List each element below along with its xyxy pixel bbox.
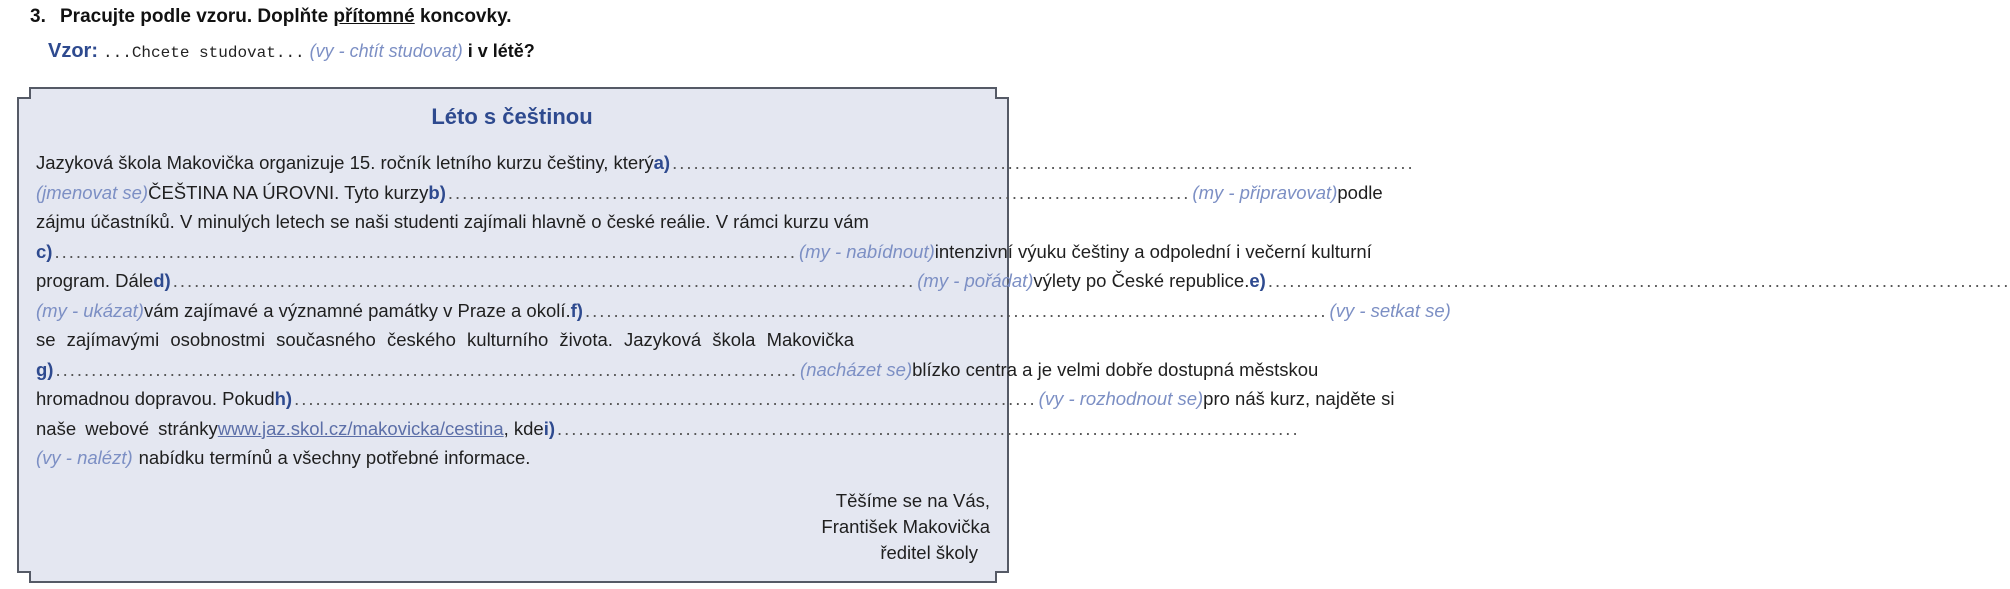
example-label: Vzor: [48, 40, 98, 62]
text-segment: se zajímavými osobnostmi současného českého kulturního života. Jazyková škola Makovička [36, 329, 854, 350]
gap-label-d: d) [153, 270, 171, 291]
gap-label-a: a) [653, 152, 671, 173]
gap-hint-e: (my - ukázat) [36, 299, 144, 321]
signature-name: František Makovička [821, 516, 990, 537]
text-segment: naše webové stránky [36, 417, 218, 439]
gap-label-c: c) [36, 240, 53, 262]
example-tail: i v létě? [467, 41, 535, 61]
gap-hint-b: (my - připravovat) [1192, 181, 1338, 203]
card-title: Léto s češtinou [431, 104, 593, 129]
text-segment: ČEŠTINA NA ÚROVNI. Tyto kurzy [148, 181, 429, 203]
gap-hint-a: (jmenovat se) [36, 181, 149, 203]
text-line [36, 384, 1395, 414]
example-hint: (vy - chtít studovat) [309, 41, 463, 61]
text-segment: vám zajímavé a významné památky v Praze a okolí. [143, 299, 571, 321]
gap-d[interactable]: ........................................................................................................ [172, 270, 916, 291]
gap-a[interactable]: ........................................................................................................ [672, 152, 1415, 173]
gap-label-f: f) [570, 299, 583, 321]
gap-label-h: h) [274, 388, 293, 409]
gap-hint-d: (my - pořádat) [917, 270, 1034, 291]
gap-label-i: i) [543, 417, 556, 439]
text-line [36, 443, 992, 473]
example-line [48, 40, 535, 63]
gap-hint-f: (vy - setkat se) [1329, 299, 1451, 321]
website-link[interactable]: www.jaz.skol.cz/makovicka/cestina [217, 417, 504, 439]
exercise-number: 3. [30, 6, 46, 27]
text-line [36, 266, 2010, 296]
gap-hint-h: (vy - rozhodnout se) [1038, 388, 1204, 409]
text-segment: hromadnou dopravou. Pokud [36, 388, 275, 409]
text-segment: program. Dále [36, 270, 154, 291]
gap-label-g: g) [36, 358, 54, 380]
signature-role: ředitel školy [880, 542, 978, 563]
text-line [36, 414, 1300, 444]
text-line [36, 178, 1383, 208]
instruction-text-end: koncovky. [414, 6, 512, 27]
gap-h[interactable]: ........................................................................................................ [294, 388, 1037, 409]
gap-f[interactable]: ........................................................................................................ [584, 299, 1328, 321]
signature-greeting: Těšíme se na Vás, [835, 490, 990, 511]
text-line [36, 207, 992, 237]
card-text [36, 148, 2010, 473]
gap-label-e: e) [1249, 270, 1266, 291]
text-line [36, 325, 992, 355]
gap-label-b: b) [428, 181, 446, 203]
signature [821, 488, 990, 566]
gap-g[interactable]: ........................................................................................................ [55, 358, 799, 380]
text-segment: podle [1337, 181, 1383, 203]
gap-i[interactable]: ........................................................................................................ [557, 417, 1300, 439]
text-segment: , kde [503, 417, 544, 439]
text-segment: zájmu účastníků. V minulých letech se naši studenti zajímali hlavně o české reálie. V rámci kurzu vám [36, 211, 869, 232]
gap-e[interactable]: ........................................................................................................ [1267, 270, 2010, 291]
gap-hint-c: (my - nabídnout) [799, 240, 935, 262]
text-segment: pro náš kurz, najděte si [1203, 388, 1395, 409]
instruction-underlined: přítomné [333, 6, 415, 27]
text-line [36, 237, 1372, 267]
text-line [36, 296, 1451, 326]
example-text: ...Chcete studovat... [103, 44, 305, 62]
gap-c[interactable]: ........................................................................................................ [54, 240, 798, 262]
text-segment: výlety po České republice. [1033, 270, 1250, 291]
gap-hint-g: (nacházet se) [800, 358, 913, 380]
text-segment: blízko centra a je velmi dobře dostupná městskou [912, 358, 1319, 380]
gap-b[interactable]: ........................................................................................................ [447, 181, 1191, 203]
text-line [36, 148, 1415, 178]
text-segment: Jazyková škola Makovička organizuje 15. ročník letního kurzu češtiny, který [36, 152, 654, 173]
text-segment: nabídku termínů a všechny potřebné informace. [138, 447, 531, 468]
gap-hint-i: (vy - nalézt) [36, 447, 133, 468]
text-line [36, 355, 1319, 385]
instruction-text: Pracujte podle vzoru. Doplňte [60, 6, 334, 27]
exercise-instruction [30, 6, 512, 28]
text-segment: intenzivní výuku češtiny a odpolední i večerní kulturní [934, 240, 1372, 262]
